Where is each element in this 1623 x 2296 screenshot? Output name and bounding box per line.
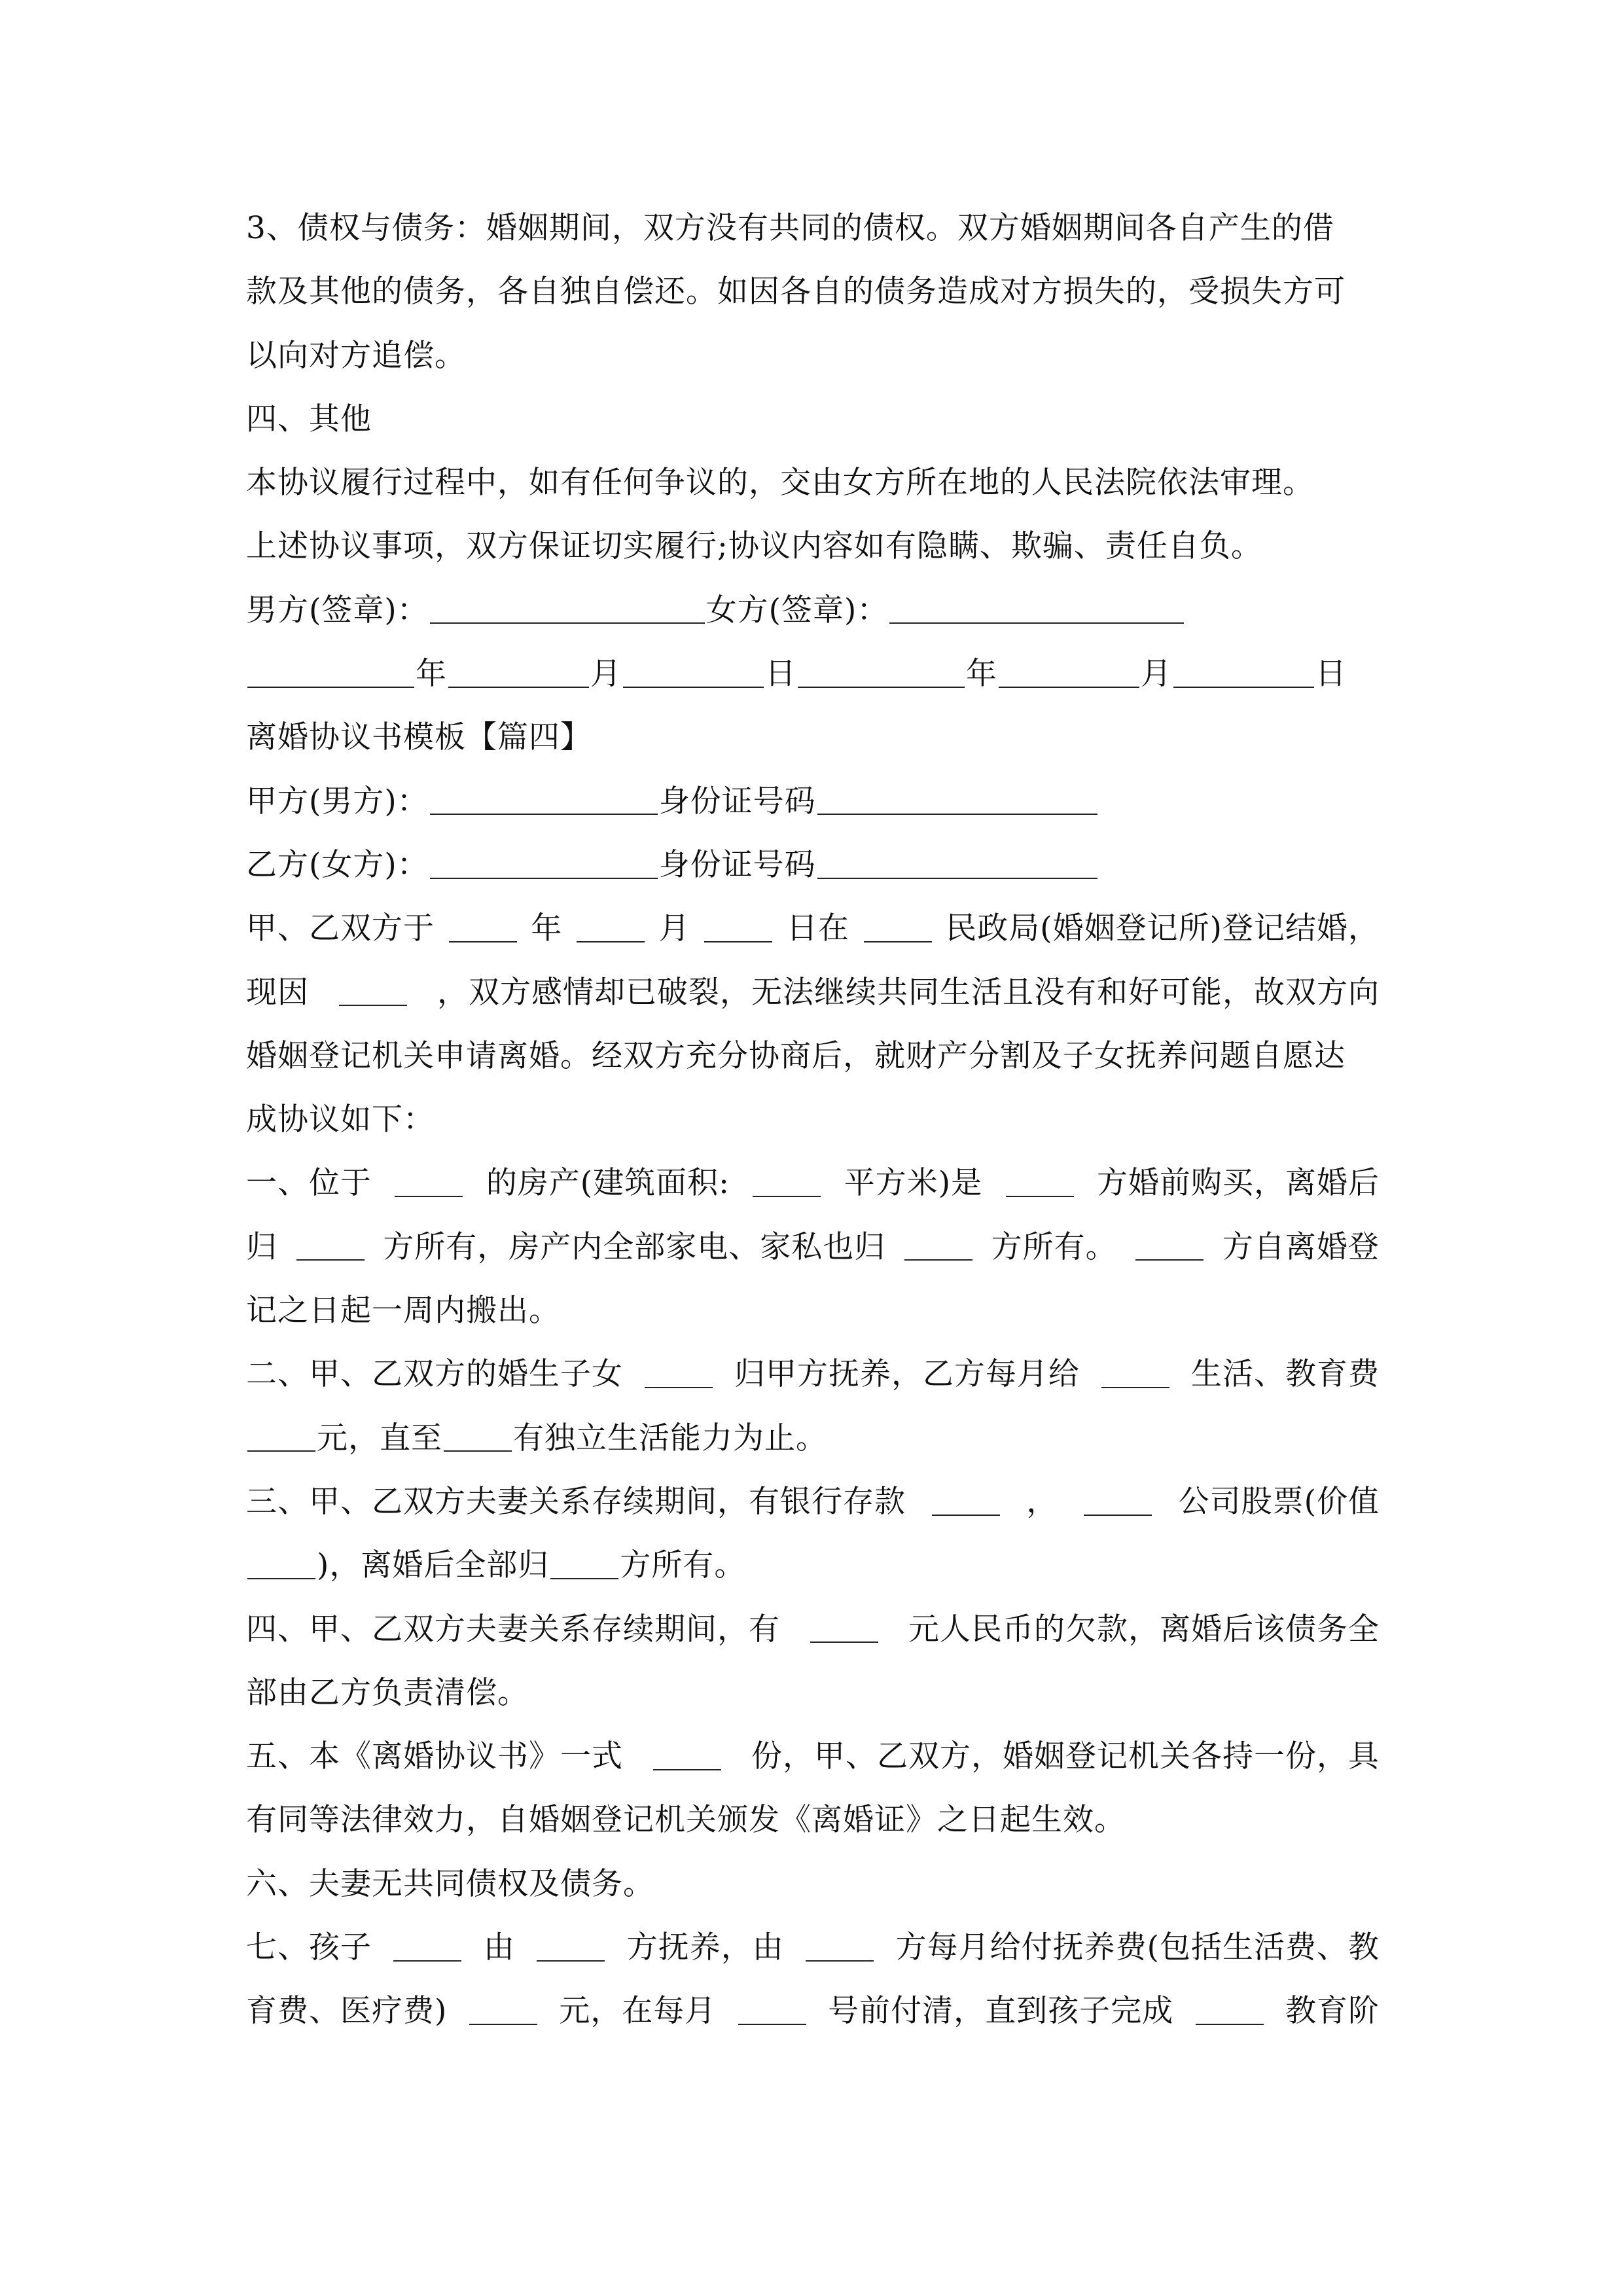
- text-line: [246, 1088, 1380, 1151]
- blank: [339, 978, 407, 1006]
- blank: [247, 1552, 315, 1579]
- text-segment: 一、位于: [246, 1165, 372, 1202]
- blank: [430, 852, 658, 879]
- blank: [1173, 660, 1314, 688]
- blank: [1101, 1361, 1169, 1388]
- text-segment: 生活、教育费: [1191, 1356, 1380, 1393]
- text-line: [246, 260, 1380, 323]
- text-line: [246, 1024, 1380, 1088]
- text-segment: 平方米)是: [844, 1165, 983, 1202]
- text-segment: 甲、乙双方于: [246, 910, 435, 947]
- blank: [817, 787, 1097, 815]
- blank: [645, 1361, 713, 1388]
- text-segment: 年: [531, 910, 563, 947]
- section-heading: [246, 387, 1380, 451]
- text-segment: 年: [416, 656, 447, 692]
- text-segment: ，双方感情却已破裂，无法继续共同生活且没有和好可能，故双方向: [437, 974, 1380, 1011]
- text-segment: 元人民币的欠款，离婚后该债务全: [908, 1611, 1380, 1647]
- blank: [449, 915, 517, 942]
- text-segment: 记之日起一周内搬出。: [246, 1293, 560, 1329]
- signature-line: [246, 579, 1380, 642]
- blank: [469, 1998, 537, 2025]
- party-a-line: [246, 770, 1380, 833]
- text-line: [246, 1534, 1380, 1597]
- text-segment: 六、夫妻无共同债权及债务。: [246, 1865, 654, 1902]
- text-segment: 民政局(婚姻登记所)登记结婚，: [946, 910, 1380, 947]
- text-segment: 份，甲、乙双方，婚姻登记机关各持一份，具: [751, 1738, 1380, 1775]
- text-segment: 甲方(男方)：: [246, 783, 429, 819]
- text-line: [246, 514, 1380, 578]
- date-line: [246, 642, 1380, 706]
- blank: [550, 1552, 618, 1579]
- text-line: [246, 1788, 1380, 1852]
- blank: [806, 1934, 874, 1962]
- text-segment: 公司股票(价值: [1178, 1483, 1380, 1520]
- blank: [798, 660, 965, 688]
- text-line: [246, 961, 1380, 1024]
- female-signature-label: 女方(签章)：: [705, 592, 889, 628]
- text-segment: 教育阶: [1285, 1993, 1380, 2030]
- text-segment: 以向对方追偿。: [246, 337, 466, 374]
- text-segment: 育费、医疗费): [246, 1993, 448, 2030]
- text-segment: 归甲方抚养，乙方每月给: [734, 1356, 1080, 1393]
- blank: [753, 1170, 821, 1197]
- text-segment: 乙方(女方)：: [246, 846, 429, 883]
- text-segment: 方每月给付抚养费(包括生活费、教: [895, 1929, 1380, 1966]
- text-segment: 有同等法律效力，自婚姻登记机关颁发《离婚证》之日起生效。: [246, 1802, 1126, 1839]
- text-segment: 四、甲、乙双方夫妻关系存续期间，有: [246, 1611, 780, 1647]
- text-segment: 离婚协议书模板【篇四】: [246, 719, 592, 756]
- text-segment: 元，在每月: [559, 1993, 717, 2030]
- text-segment: 元，直至: [317, 1420, 442, 1456]
- text-segment: 婚姻登记机关申请离婚。经双方充分协商后，就财产分割及子女抚养问题自愿达: [246, 1037, 1346, 1074]
- text-segment: 款及其他的债务，各自独自偿还。如因各自的债务造成对方损失的，受损失方可: [246, 274, 1346, 310]
- blank: [704, 915, 772, 942]
- text-line: [246, 1279, 1380, 1342]
- blank: [1135, 1233, 1204, 1261]
- blank: [577, 915, 645, 942]
- text-segment: 日: [765, 656, 796, 692]
- clause-1: [246, 1151, 1380, 1215]
- blank: [653, 1743, 721, 1770]
- clause-3: [246, 1470, 1380, 1534]
- blank: [448, 660, 589, 688]
- text-segment: 方所有。: [620, 1547, 746, 1584]
- section-title: [246, 706, 1380, 769]
- text-segment: 年: [966, 656, 997, 692]
- clause-2: [246, 1342, 1380, 1406]
- text-segment: 方自离婚登: [1222, 1229, 1380, 1265]
- text-segment: )，离婚后全部归: [317, 1547, 550, 1584]
- clause-6: [246, 1852, 1380, 1916]
- text-line: [246, 1979, 1380, 2043]
- blank: [247, 660, 414, 688]
- text-segment: 有独立生活能力为止。: [513, 1420, 827, 1456]
- blank: [393, 1934, 461, 1962]
- male-signature-label: 男方(签章)：: [246, 592, 429, 628]
- party-b-line: [246, 833, 1380, 897]
- text-segment: 3、债权与债务：婚姻期间，双方没有共同的债权。双方婚姻期间各自产生的借: [246, 210, 1334, 246]
- text-line: [246, 451, 1380, 514]
- text-segment: 五、本《离婚协议书》一式: [246, 1738, 623, 1775]
- text-segment: 的房产(建筑面积:: [486, 1165, 730, 1202]
- text-segment: 月: [1141, 656, 1172, 692]
- text-segment: 方抚养，由: [626, 1929, 784, 1966]
- blank: [247, 1424, 315, 1452]
- clause-4: [246, 1598, 1380, 1661]
- male-signature-blank: [430, 596, 705, 624]
- text-segment: 四、其他: [246, 401, 372, 437]
- blank: [296, 1233, 365, 1261]
- text-segment: 由: [483, 1929, 515, 1966]
- text-line: [246, 897, 1380, 960]
- blank: [738, 1998, 806, 2025]
- blank: [864, 915, 932, 942]
- text-segment: 七、孩子: [246, 1929, 372, 1966]
- blank: [999, 660, 1139, 688]
- text-segment: ，: [1026, 1483, 1058, 1520]
- document-body: [246, 196, 1380, 2043]
- text-segment: 归: [246, 1229, 277, 1265]
- text-segment: 方所有。: [991, 1229, 1117, 1265]
- text-segment: 上述协议事项，双方保证切实履行;协议内容如有隐瞒、欺骗、责任自负。: [246, 528, 1262, 565]
- text-segment: 号前付清，直到孩子完成: [828, 1993, 1174, 2030]
- text-line: [246, 1215, 1380, 1279]
- text-segment: 月: [590, 656, 622, 692]
- text-segment: 现因: [246, 974, 309, 1011]
- text-line: [246, 1661, 1380, 1725]
- text-segment: 本协议履行过程中，如有任何争议的，交由女方所在地的人民法院依法审理。: [246, 465, 1314, 501]
- female-signature-blank: [889, 596, 1184, 624]
- blank: [1084, 1488, 1152, 1516]
- blank: [430, 787, 658, 815]
- blank: [537, 1934, 605, 1962]
- text-segment: 成协议如下：: [246, 1102, 435, 1138]
- text-segment: 二、甲、乙双方的婚生子女: [246, 1356, 623, 1393]
- text-segment: 日在: [786, 910, 849, 947]
- blank: [444, 1424, 512, 1452]
- blank: [810, 1615, 878, 1643]
- text-line: [246, 1407, 1380, 1470]
- text-segment: 部由乙方负责清偿。: [246, 1674, 529, 1711]
- clause-5: [246, 1725, 1380, 1788]
- text-segment: 三、甲、乙双方夫妻关系存续期间，有银行存款: [246, 1483, 906, 1520]
- text-line: [246, 324, 1380, 387]
- text-segment: 身份证号码: [658, 846, 816, 883]
- blank: [1006, 1170, 1074, 1197]
- text-segment: 方婚前购买，离婚后: [1096, 1165, 1380, 1202]
- blank: [395, 1170, 463, 1197]
- blank: [904, 1233, 972, 1261]
- text-segment: 身份证号码: [658, 783, 816, 819]
- blank: [623, 660, 764, 688]
- blank: [932, 1488, 1000, 1516]
- text-line: [246, 196, 1380, 260]
- clause-7: [246, 1916, 1380, 1979]
- text-segment: 日: [1315, 656, 1347, 692]
- blank: [1196, 1998, 1264, 2025]
- text-segment: 月: [658, 910, 690, 947]
- text-segment: 方所有，房产内全部家电、家私也归: [383, 1229, 886, 1265]
- blank: [817, 852, 1097, 879]
